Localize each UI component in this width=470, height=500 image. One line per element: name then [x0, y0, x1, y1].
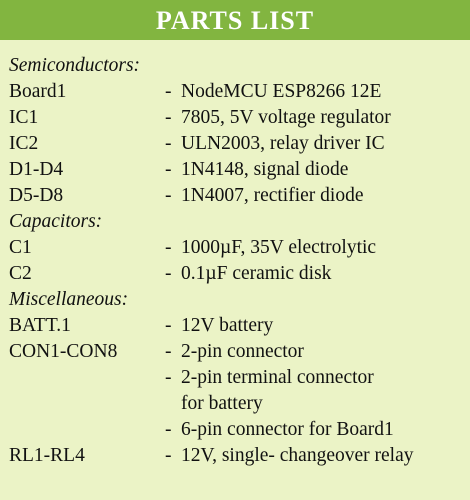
part-ref: D1-D4 [9, 159, 64, 180]
part-dash: - [165, 185, 172, 206]
part-dash: - [165, 367, 172, 388]
part-dash: - [165, 419, 172, 440]
part-dash: - [165, 315, 172, 336]
parts-list-title: PARTS LIST [0, 0, 470, 40]
part-dash: - [165, 237, 172, 258]
part-desc: 2-pin connector [181, 341, 304, 362]
part-ref [9, 365, 165, 391]
section-title-miscellaneous: Miscellaneous: [9, 289, 129, 310]
section-title-semiconductors: Semiconductors: [9, 55, 141, 76]
part-dash: - [165, 107, 172, 128]
part-row [9, 131, 470, 157]
part-desc: 6-pin connector for Board1 [181, 419, 394, 440]
part-dash: - [165, 263, 172, 284]
part-ref: CON1-CON8 [9, 341, 118, 362]
part-row [9, 313, 470, 339]
part-row [9, 183, 470, 209]
part-desc: 2-pin terminal connector [181, 367, 374, 388]
part-dash: - [165, 159, 172, 180]
part-ref: RL1-RL4 [9, 445, 85, 466]
part-desc: 12V, single- changeover relay [181, 445, 414, 466]
part-dash: - [165, 81, 172, 102]
part-desc: 1N4148, signal diode [181, 159, 349, 180]
part-desc: ULN2003, relay driver IC [181, 133, 385, 154]
part-desc: 7805, 5V voltage regulator [181, 107, 391, 128]
part-row [9, 105, 470, 131]
part-ref: Board1 [9, 81, 67, 102]
part-ref: D5-D8 [9, 185, 64, 206]
part-dash: - [165, 341, 172, 362]
part-row [9, 365, 470, 391]
part-dash: - [165, 445, 172, 466]
part-dash: - [165, 133, 172, 154]
section-title-capacitors: Capacitors: [9, 211, 103, 232]
part-ref: C2 [9, 263, 32, 284]
part-row [9, 443, 470, 469]
part-ref: IC1 [9, 107, 39, 128]
part-row [9, 261, 470, 287]
part-ref: IC2 [9, 133, 39, 154]
part-desc: NodeMCU ESP8266 12E [181, 81, 382, 102]
part-desc: 1N4007, rectifier diode [181, 185, 364, 206]
part-desc-continuation: for battery [181, 393, 263, 414]
part-ref: BATT.1 [9, 315, 71, 336]
part-desc: 12V battery [181, 315, 274, 336]
part-row [9, 235, 470, 261]
part-row [9, 339, 470, 365]
part-desc: 0.1µF ceramic disk [181, 263, 332, 284]
part-ref [9, 417, 165, 443]
part-ref: C1 [9, 237, 32, 258]
part-row [9, 417, 470, 443]
part-row [9, 79, 470, 105]
part-row [9, 157, 470, 183]
part-desc: 1000µF, 35V electrolytic [181, 237, 377, 258]
parts-list-body [0, 40, 470, 469]
